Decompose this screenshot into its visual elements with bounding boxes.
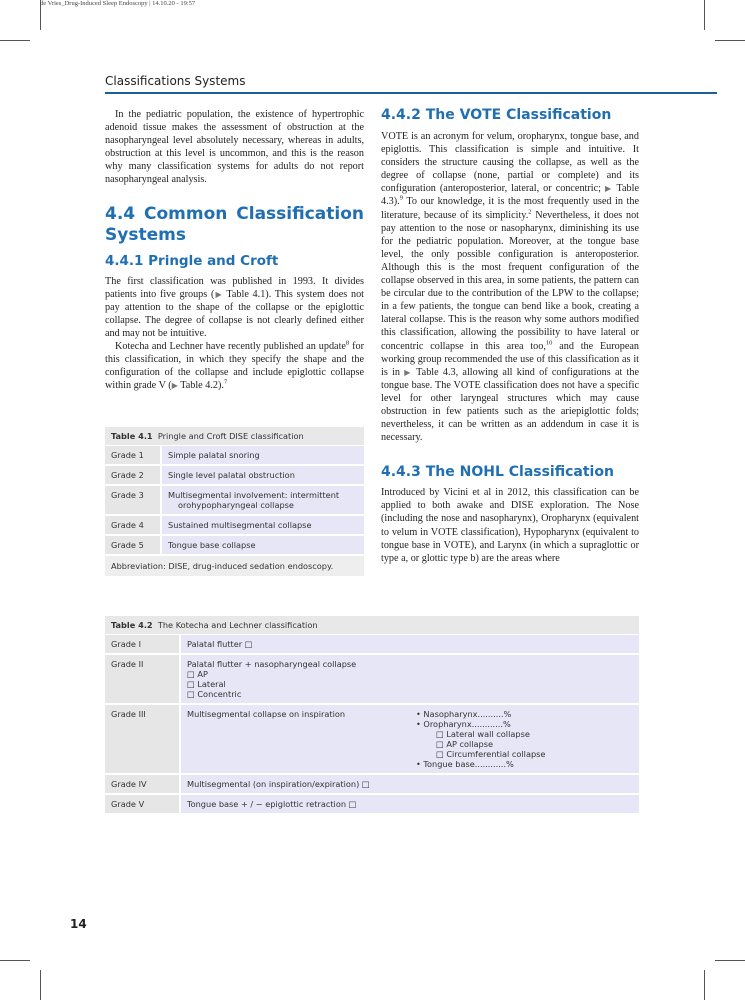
crop-mark xyxy=(0,40,30,41)
table-note: Abbreviation: DISE, drug-induced sedation endoscopy. xyxy=(105,556,364,576)
crop-mark xyxy=(704,970,705,1000)
header-rule xyxy=(105,92,717,94)
cell-line: Multisegmental involvement: intermittent xyxy=(168,490,340,500)
description-cell xyxy=(162,446,364,464)
table-row xyxy=(105,446,364,466)
text: ). This system does not pay attention to the shape of the collapse or the epiglottic collapse. The degree of collapse is not clearly defined either and may not be intuitive. xyxy=(105,288,364,339)
table-row xyxy=(105,775,639,795)
cell-line: Palatal flutter + nasopharyngeal collapse xyxy=(187,659,357,669)
table-row xyxy=(105,635,639,655)
table-caption xyxy=(105,427,364,446)
detail-cell xyxy=(410,705,639,773)
description-cell xyxy=(181,635,410,653)
citation[interactable]: 7 xyxy=(223,378,228,386)
text: , allowing all kind of configurations at the tongue base. The VOTE classification does not have a specific level for other laryngeal structures which may cause obstruction in few patients such as the ariepiglottic folds; nevertheless, it can be written as an addendum in case it is necessary. xyxy=(381,366,639,444)
table-title: The Kotecha and Lechner classification xyxy=(157,620,318,630)
table-label: Table 4.1 xyxy=(111,431,153,441)
citation[interactable]: 2 xyxy=(528,208,532,216)
table-ref-arrow-icon: ▶ xyxy=(214,289,223,299)
crop-mark xyxy=(0,960,30,961)
description-cell xyxy=(162,486,364,514)
detail-cell xyxy=(410,795,639,813)
cell-line: Single level palatal obstruction xyxy=(168,470,295,480)
table-row xyxy=(105,466,364,486)
table-ref-arrow-icon: ▶ xyxy=(171,381,178,391)
grade-cell: Grade 5 xyxy=(105,536,162,554)
cell-line: □ Concentric xyxy=(187,689,242,699)
crop-mark xyxy=(40,970,41,1000)
table-ref-link[interactable]: Table 4.1 xyxy=(226,288,266,300)
grade-cell: Grade I xyxy=(105,635,181,653)
cell-line: Tongue base collapse xyxy=(168,540,256,550)
table-ref-arrow-icon: ▶ xyxy=(404,367,413,377)
description-cell xyxy=(181,655,410,703)
heading-4-4-1: 4.4.1 Pringle and Croft xyxy=(105,252,279,269)
grade-cell: Grade III xyxy=(105,705,181,773)
cell-line: Palatal flutter □ xyxy=(187,639,253,649)
cell-line: □ Lateral wall collapse xyxy=(436,729,530,739)
table-ref-link[interactable]: Table 4.3 xyxy=(381,183,639,208)
description-cell xyxy=(162,516,364,534)
description-cell xyxy=(162,536,364,554)
citation[interactable]: 8 xyxy=(345,339,350,347)
heading-4-4: 4.4 Common Classification Systems xyxy=(105,203,364,245)
table-caption xyxy=(105,616,639,635)
nohl-paragraph: Introduced by Vicini et al in 2012, this classification can be applied to both awake and DISE exploration. The Nose (including the nose and nasopharynx), Oropharynx (equivalent to velum in VOTE classification), Hypopharynx (equivalent to tongue base in VOTE), and Larynx (in which a supraglottic or type a, or glottic type b) are the areas where xyxy=(381,487,639,564)
table-title: Pringle and Croft DISE classification xyxy=(157,431,304,441)
table-ref-link[interactable]: Table 4.2 xyxy=(180,380,218,392)
table-4-1 xyxy=(105,427,364,576)
detail-cell xyxy=(410,655,639,703)
table-ref-link[interactable]: Table 4.3 xyxy=(416,366,456,378)
text: The first classification was published in 1993. It divides patients into five groups ( xyxy=(105,275,364,300)
cell-line: Multisegmental collapse on inspiration xyxy=(187,709,346,719)
description-cell xyxy=(181,775,410,793)
text: To our knowledge, it is the most frequently used in the literature, because of its simplicity. xyxy=(381,196,639,221)
crop-mark xyxy=(715,40,745,41)
citation[interactable]: 10 xyxy=(545,339,553,347)
left-column xyxy=(105,108,364,392)
citation[interactable]: 9 xyxy=(399,195,403,203)
crop-mark xyxy=(704,0,705,30)
cell-line: Sustained multisegmental collapse xyxy=(168,520,312,530)
cell-line: • Oropharynx............% xyxy=(416,719,511,729)
grade-cell: Grade 4 xyxy=(105,516,162,534)
vote-paragraph xyxy=(381,130,639,444)
print-slug: de Vries_Drug-Induced Sleep Endoscopy | 14.10.20 - 19:57 xyxy=(40,0,196,7)
text: and the European working group recommended the use of this classification as it is in xyxy=(381,340,639,378)
pringle-paragraph-1 xyxy=(105,275,364,340)
description-cell xyxy=(181,795,410,813)
detail-cell xyxy=(410,775,639,793)
description-cell xyxy=(162,466,364,484)
table-4-2 xyxy=(105,616,639,815)
text: Nevertheless, it does not pay attention to the nose or nasopharynx, diminishing its use for the pediatric population. Moreover, at the tongue base level, the only possible configuration is anteroposterior. Although this is the most frequent configuration of the collapse observed in this area, in some patients, the pattern can be circular due to the contribution of the LPW to the collapse; in a few patients, the tongue can bend like a book, creating a lateral collapse. This is the reason why some authors modified this classification, allowing the possibility to have lateral or concentric collapse in this area too, xyxy=(381,209,639,352)
text: for this classification, in which they specify the shape and the configuration of the collapse and include epiglottic collapse within grade V ( xyxy=(105,341,364,392)
right-column xyxy=(381,106,639,565)
table-row xyxy=(105,795,639,815)
detail-cell xyxy=(410,635,639,653)
table-row xyxy=(105,486,364,516)
crop-mark xyxy=(715,960,745,961)
grade-cell: Grade 3 xyxy=(105,486,162,514)
text: ). xyxy=(393,196,400,208)
cell-line: □ Lateral xyxy=(187,679,226,689)
cell-line: Tongue base + / − epiglottic retraction □ xyxy=(187,799,357,809)
grade-cell: Grade 1 xyxy=(105,446,162,464)
grade-cell: Grade II xyxy=(105,655,181,703)
table-row xyxy=(105,536,364,556)
cell-line: • Tongue base............% xyxy=(416,759,514,769)
description-cell xyxy=(181,705,410,773)
table-row xyxy=(105,516,364,536)
running-head: Classifications Systems xyxy=(105,74,246,88)
heading-4-4-2: 4.4.2 The VOTE Classification xyxy=(381,107,612,123)
grade-cell: Grade V xyxy=(105,795,181,813)
cell-line: □ AP collapse xyxy=(436,739,494,749)
text: ). xyxy=(217,380,224,392)
heading-4-4-3: 4.4.3 The NOHL Classification xyxy=(381,464,614,481)
cell-line: □ AP xyxy=(187,669,208,679)
grade-cell: Grade IV xyxy=(105,775,181,793)
pringle-paragraph-2 xyxy=(105,340,364,392)
table-row xyxy=(105,655,639,705)
text: VOTE is an acronym for velum, oropharynx, tongue base, and epiglottis. This classification is simple and intuitive. It considers the structure causing the collapse, as well as the degree of collapse (none, partial or complete) and its configuration (anteroposterior, lateral, or concentric; xyxy=(381,131,639,195)
intro-paragraph: In the pediatric population, the existence of hypertrophic adenoid tissue makes the assessment of obstruction at the nasopharyngeal level absolutely necessary, whereas in adults, obstruction at this level is uncommon, and this is the reason why many classification systems for adults do not report nasopharyngeal analysis. xyxy=(105,109,364,186)
table-row xyxy=(105,705,639,775)
cell-line: • Nasopharynx..........% xyxy=(416,709,512,719)
cell-line: Simple palatal snoring xyxy=(168,450,260,460)
text: Kotecha and Lechner have recently published an update xyxy=(115,341,346,353)
grade-cell: Grade 2 xyxy=(105,466,162,484)
page-number: 14 xyxy=(70,917,87,931)
table-ref-arrow-icon: ▶ xyxy=(605,184,613,194)
cell-line: orohypopharyngeal collapse xyxy=(178,500,294,510)
cell-line: □ Circumferential collapse xyxy=(436,749,546,759)
table-label: Table 4.2 xyxy=(111,620,153,630)
cell-line: Multisegmental (on inspiration/expiration) □ xyxy=(187,779,370,789)
